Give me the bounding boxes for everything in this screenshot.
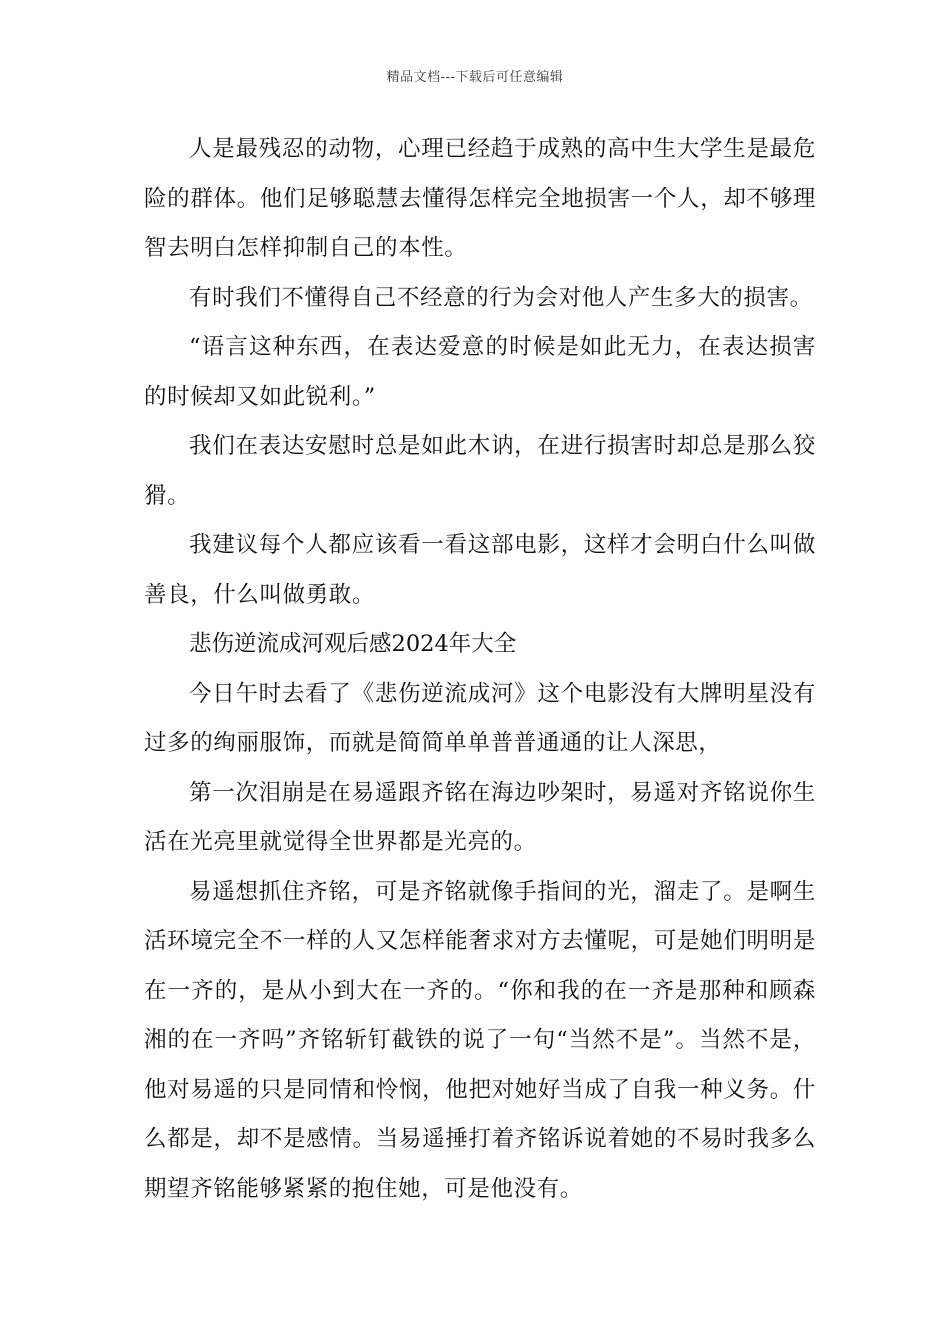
paragraph: 我建议每个人都应该看一看这部电影，这样才会明白什么叫做善良，什么叫做勇敢。 [144, 532, 816, 608]
page-header: 精品文档---下载后可任意编辑 [386, 70, 564, 85]
paragraph: 有时我们不懂得自己不经意的行为会对他人产生多大的损害。 [189, 284, 813, 311]
paragraph: 易遥想抓住齐铭，可是齐铭就像手指间的光，溜走了。是啊生活环境完全不一样的人又怎样能奢求对方去懂呢，可是她们明明是在一齐的，是从小到大在一齐的。“你和我的在一齐是那种和顾森湘的在一齐吗”齐铭斩钉截铁的说了一句“当然不是”。当然不是，他对易遥的只是同情和怜悯，他把对她好当成了自我一种义务。什么都是，却不是感情。当易遥捶打着齐铭诉说着她的不易时我多么期望齐铭能够紧紧的抱住她，可是他没有。 [144, 878, 816, 1202]
section-title: 悲伤逆流成河观后感2024年大全 [189, 631, 517, 657]
paragraph: 第一次泪崩是在易遥跟齐铭在海边吵架时，易遥对齐铭说你生活在光亮里就觉得全世界都是光亮的。 [144, 779, 816, 855]
paragraph: 人是最残忍的动物，心理已经趋于成熟的高中生大学生是最危险的群体。他们足够聪慧去懂得怎样完全地损害一个人，却不够理智去明白怎样抑制自己的本性。 [144, 136, 816, 261]
paragraph: “语言这种东西，在表达爱意的时候是如此无力，在表达损害的时候却又如此锐利。” [144, 334, 816, 410]
paragraph: 我们在表达安慰时总是如此木讷，在进行损害时却总是那么狡猾。 [144, 433, 816, 509]
document-body [144, 125, 816, 1214]
paragraph: 今日午时去看了《悲伤逆流成河》这个电影没有大牌明星没有过多的绚丽服饰，而就是简简单单普普通通的让人深思， [144, 680, 816, 756]
